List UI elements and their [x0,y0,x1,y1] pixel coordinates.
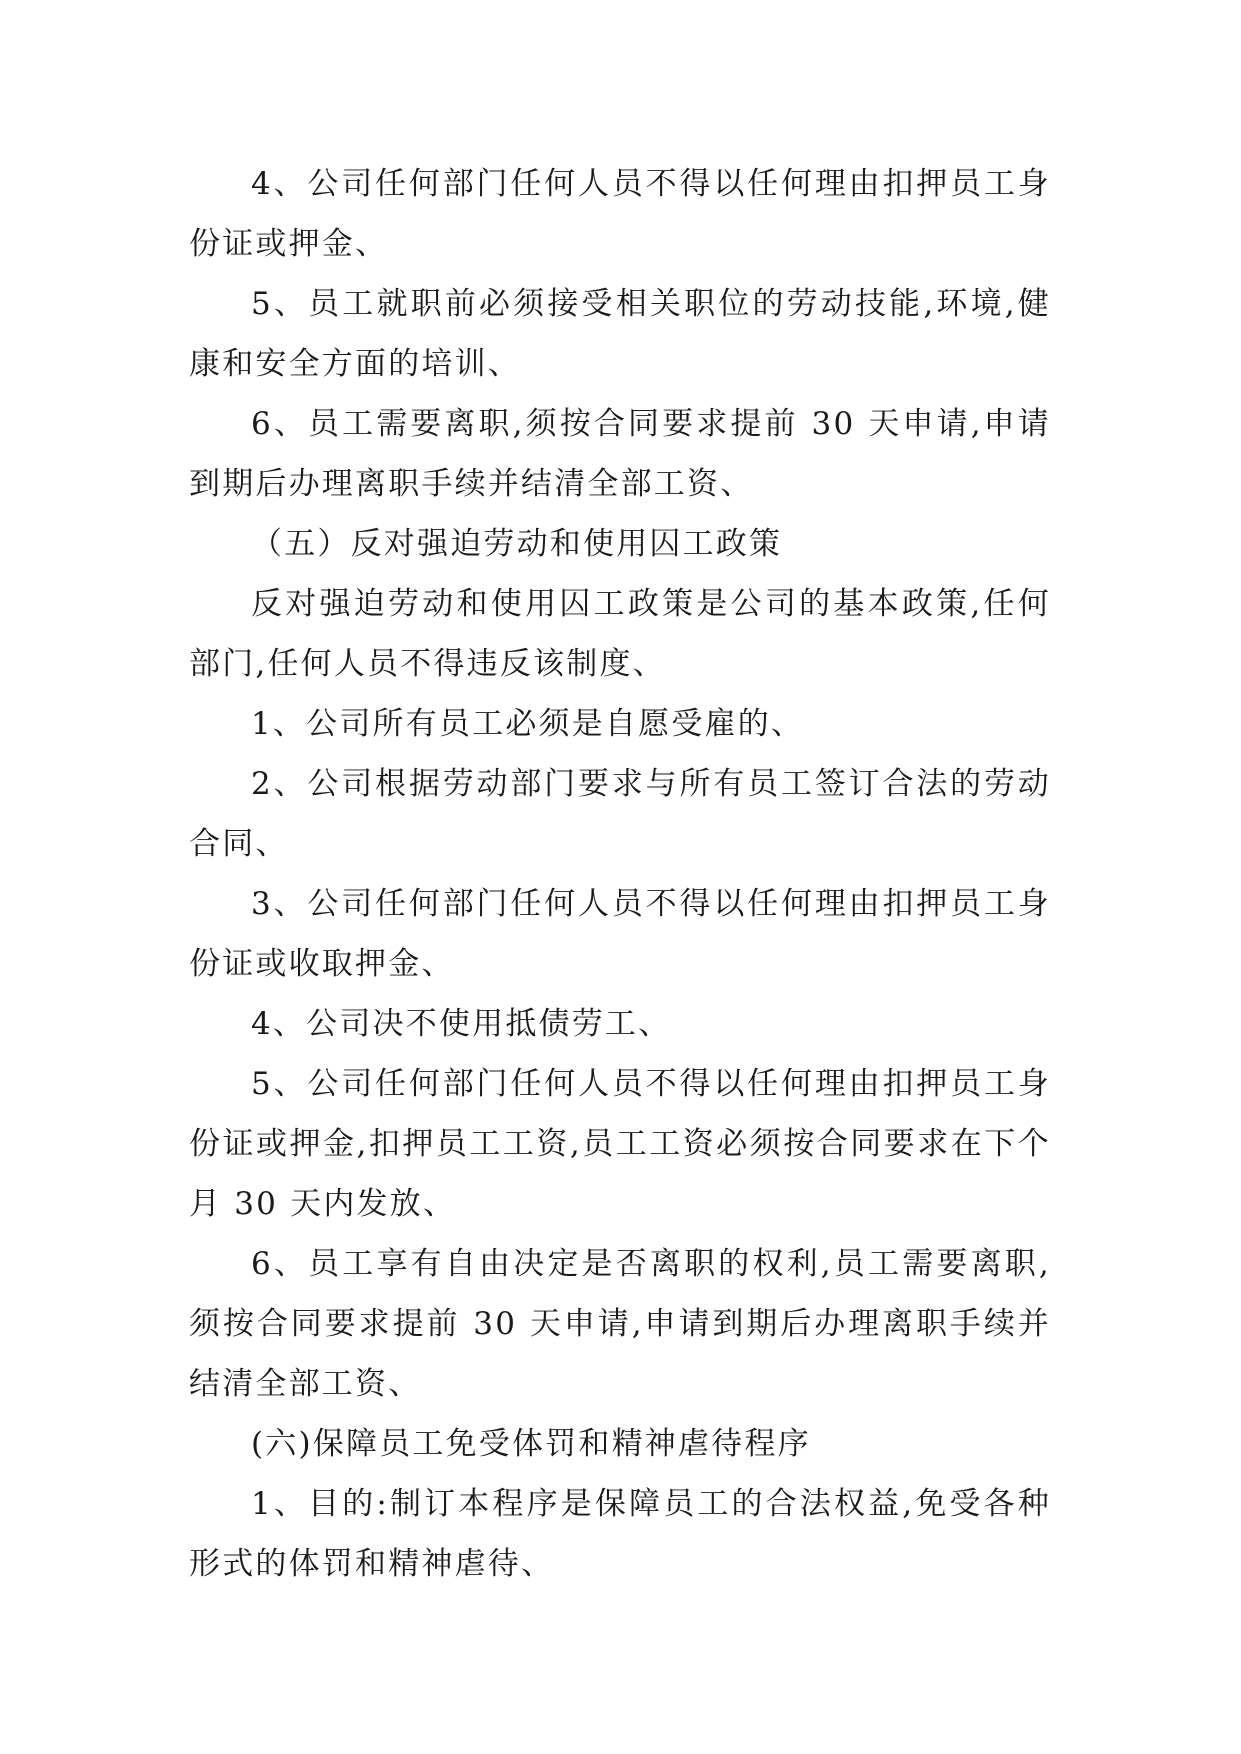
paragraph-item-4-bonded-labor: 4、公司决不使用抵债劳工、 [251,1006,672,1042]
document-body [189,154,1051,1594]
paragraph-item-3-id-deposit: 3、公司任何部门任何人员不得以任何理由扣押员工身份证或收取押金、 [189,886,1051,982]
paragraph-item-2-contract: 2、公司根据劳动部门要求与所有员工签订合法的劳动合同、 [189,766,1051,862]
paragraph-item-5-wages: 5、公司任何部门任何人员不得以任何理由扣押员工身份证或押金,扣押员工工资,员工工资必须按合同要求在下个月 30 天内发放、 [189,1066,1051,1222]
paragraph-item-4-id-deposit: 4、公司任何部门任何人员不得以任何理由扣押员工身份证或押金、 [189,166,1051,262]
section-heading-6: (六)保障员工免受体罚和精神虐待程序 [251,1426,811,1462]
paragraph-item-5-training: 5、员工就职前必须接受相关职位的劳动技能,环境,健康和安全方面的培训、 [189,286,1051,382]
paragraph-item-1-voluntary: 1、公司所有员工必须是自愿受雇的、 [251,706,805,742]
paragraph-item-6-resignation: 6、员工需要离职,须按合同要求提前 30 天申请,申请到期后办理离职手续并结清全部工资、 [189,406,1051,502]
paragraph-item-6-free-resignation: 6、员工享有自由决定是否离职的权利,员工需要离职,须按合同要求提前 30 天申请,申请到期后办理离职手续并结清全部工资、 [189,1246,1051,1402]
paragraph-policy-intro: 反对强迫劳动和使用囚工政策是公司的基本政策,任何部门,任何人员不得违反该制度、 [189,586,1051,682]
section-heading-5: （五）反对强迫劳动和使用囚工政策 [251,526,783,562]
paragraph-item-1-purpose: 1、目的:制订本程序是保障员工的合法权益,免受各种形式的体罚和精神虐待、 [189,1486,1051,1582]
